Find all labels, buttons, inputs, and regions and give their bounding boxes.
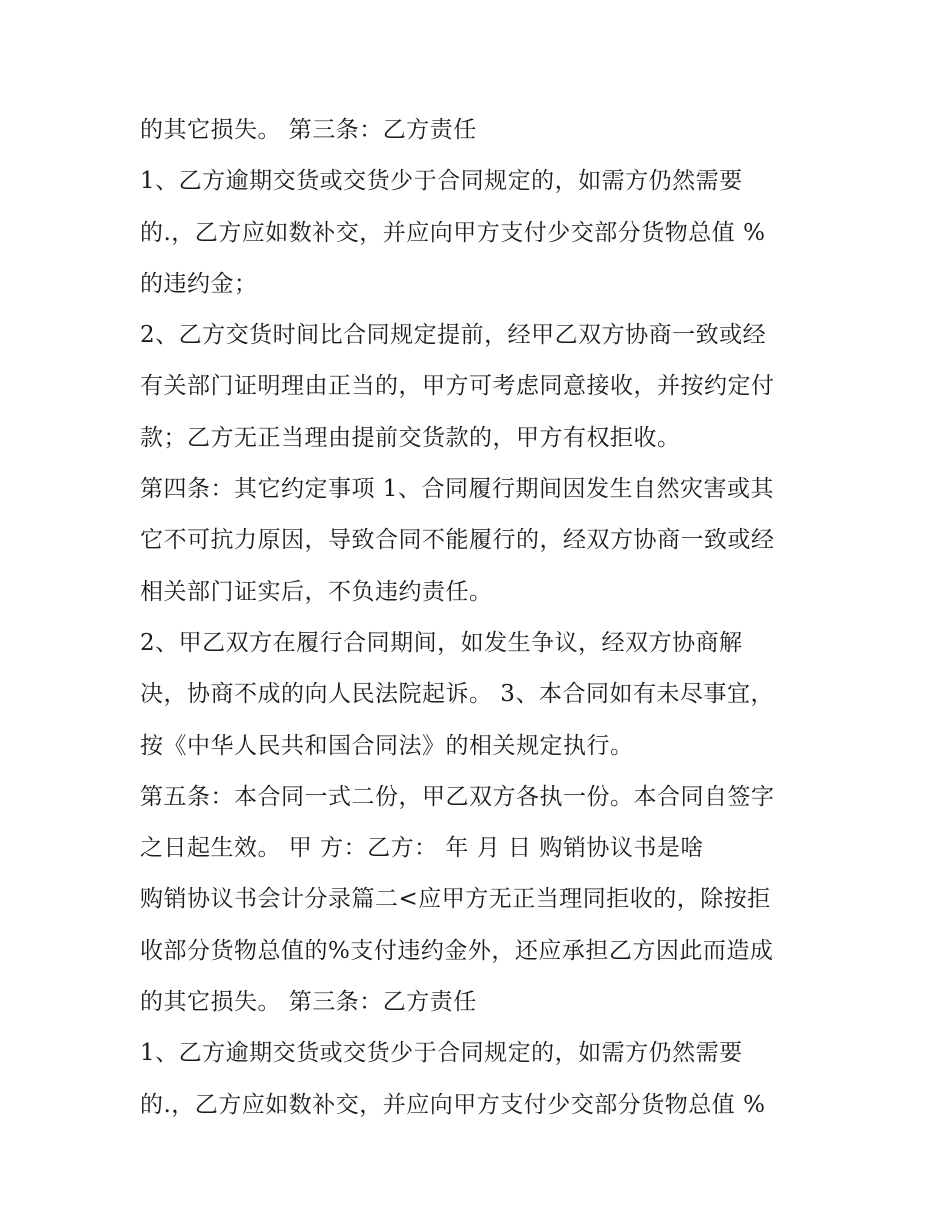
text-line: 的其它损失。 第三条：乙方责任 bbox=[140, 117, 477, 143]
text-line: 2、乙方交货时间比合同规定提前，经甲乙双方协商一致或经 bbox=[140, 322, 767, 349]
text-line: 有关部门证明理由正当的，甲方可考虑同意接收，并按约定付 bbox=[140, 373, 775, 400]
text-line: 收部分货物总值的%支付违约金外，还应承担乙方因此而造成 bbox=[140, 937, 774, 964]
text-line: 的.，乙方应如数补交，并应向甲方支付少交部分货物总值 % bbox=[140, 1091, 766, 1118]
text-line: 第五条：本合同一式二份，甲乙双方各执一份。本合同自签字 bbox=[140, 783, 775, 810]
document-body bbox=[140, 110, 820, 1136]
text-line: 之日起生效。 甲 方：乙方： 年 月 日 购销协议书是啥 bbox=[140, 835, 704, 862]
text-line: 决，协商不成的向人民法院起诉。 3、本合同如有未尽事宜， bbox=[140, 681, 774, 708]
text-line: 购销协议书会计分录篇二<应甲方无正当理同拒收的，除按拒 bbox=[140, 886, 771, 913]
text-line: 的.，乙方应如数补交，并应向甲方支付少交部分货物总值 % bbox=[140, 219, 766, 246]
text-line: 2、甲乙双方在履行合同期间，如发生争议，经双方协商解 bbox=[140, 629, 743, 656]
text-line: 按《中华人民共和国合同法》的相关规定执行。 bbox=[140, 732, 634, 759]
text-line: 1、乙方逾期交货或交货少于合同规定的，如需方仍然需要 bbox=[140, 1040, 743, 1067]
text-line: 它不可抗力原因，导致合同不能履行的，经双方协商一致或经 bbox=[140, 527, 775, 554]
text-line: 的违约金； bbox=[140, 270, 258, 297]
text-line: 1、乙方逾期交货或交货少于合同规定的，如需方仍然需要 bbox=[140, 168, 743, 195]
text-line: 款；乙方无正当理由提前交货款的，甲方有权拒收。 bbox=[140, 424, 681, 451]
text-line: 第四条：其它约定事项 1、合同履行期间因发生自然灾害或其 bbox=[140, 476, 774, 503]
text-line: 相关部门证实后，不负违约责任。 bbox=[140, 578, 493, 605]
text-line: 的其它损失。 第三条：乙方责任 bbox=[140, 989, 477, 1016]
